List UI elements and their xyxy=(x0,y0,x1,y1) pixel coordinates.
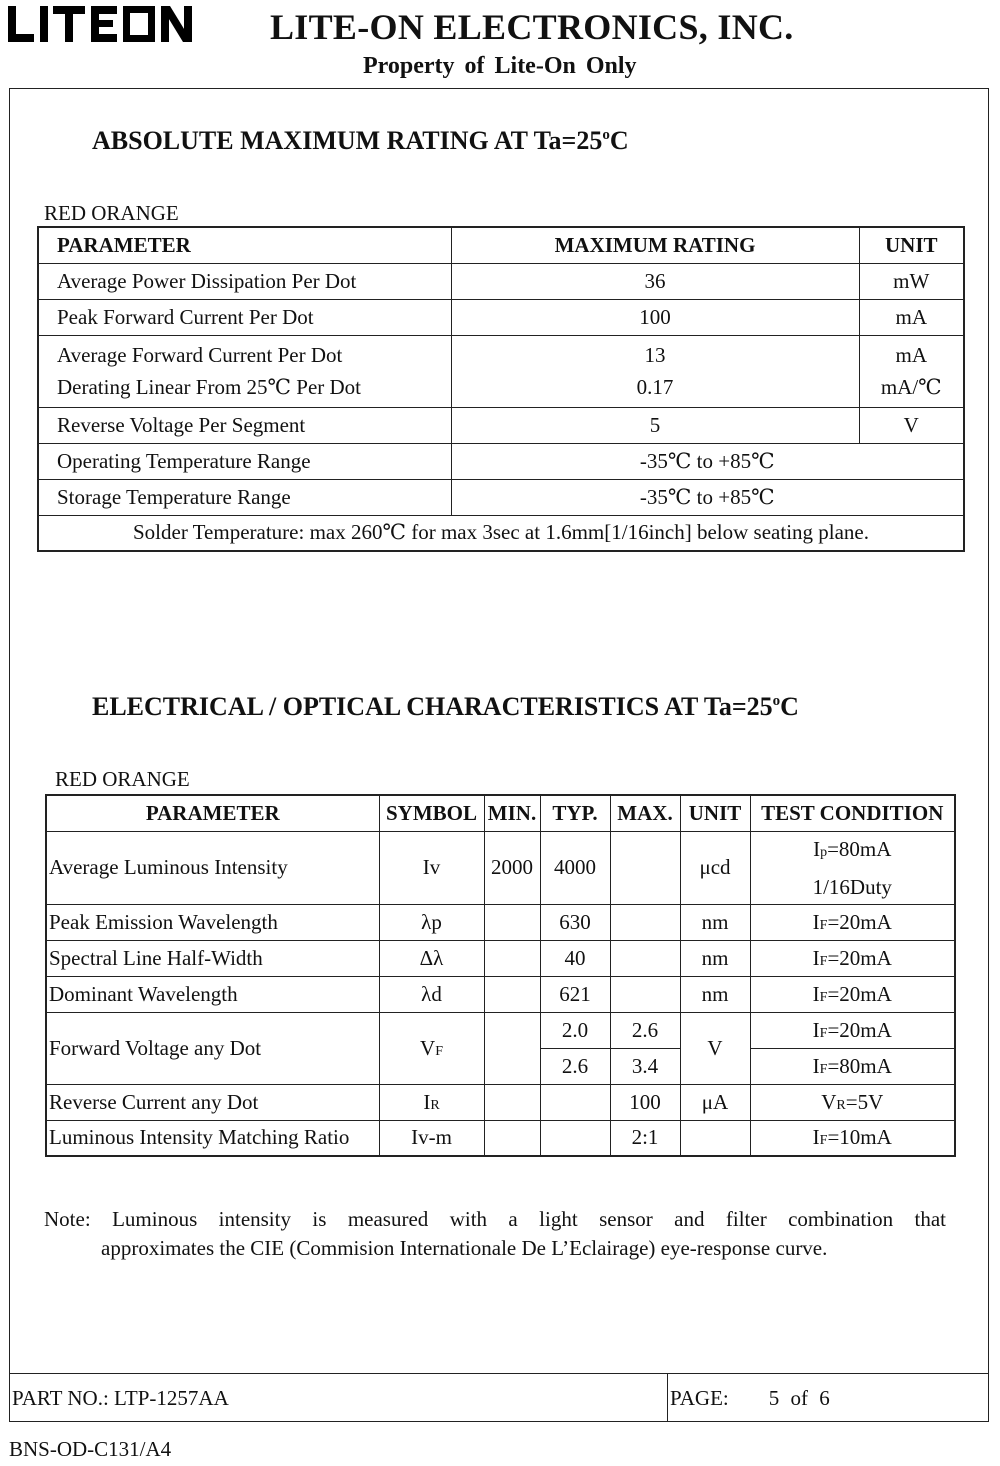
typ-cell: 2.0 xyxy=(540,1012,610,1048)
test-condition-cell: VR=5V xyxy=(750,1084,955,1120)
note-line: approximates the CIE (Commision Internationale De L’Eclairage) eye-response curve. xyxy=(101,1236,828,1260)
symbol-cell: Iv-m xyxy=(379,1120,484,1156)
liteon-logo xyxy=(8,4,194,44)
table-row xyxy=(46,1120,955,1156)
symbol-cell: λd xyxy=(379,976,484,1012)
unit-cell: V xyxy=(680,1012,750,1084)
typ-cell xyxy=(540,1084,610,1120)
electrical-table xyxy=(45,794,956,1157)
unit-cell: mW xyxy=(859,263,964,299)
parameter-line: Derating Linear From 25℃ Per Dot xyxy=(57,375,362,399)
company-name: LITE-ON ELECTRONICS, INC. xyxy=(270,7,794,47)
test-condition-cell xyxy=(750,831,955,904)
property-notice: Property of Lite-On Only xyxy=(363,53,637,79)
electrical-title: ELECTRICAL / OPTICAL CHARACTERISTICS AT $Ta=25^oC$ xyxy=(92,692,799,721)
unit-cell: V xyxy=(859,407,964,443)
rating-line: 13 xyxy=(644,343,666,367)
abs-max-table xyxy=(37,226,965,552)
min-cell xyxy=(484,976,540,1012)
rating-cell: 36 xyxy=(451,263,859,299)
parameter-cell: Dominant Wavelength xyxy=(46,976,379,1012)
unit-line: mA xyxy=(895,343,927,367)
min-cell: 2000 xyxy=(484,831,540,904)
symbol-cell: Iv xyxy=(379,831,484,904)
table-header-row xyxy=(46,795,955,831)
col-parameter: PARAMETER xyxy=(38,227,451,263)
unit-cell: mA xyxy=(859,299,964,335)
col-symbol: SYMBOL xyxy=(379,795,484,831)
table-row xyxy=(38,479,964,515)
unit-cell xyxy=(859,335,964,407)
abs-max-title: ABSOLUTE MAXIMUM RATING AT $Ta=25^oC$ xyxy=(92,126,629,155)
parameter-cell: Peak Emission Wavelength xyxy=(46,904,379,940)
col-max: MAX. xyxy=(610,795,680,831)
rating-cell: -35℃ to +85℃ xyxy=(451,443,964,479)
rating-line: 0.17 xyxy=(636,375,674,399)
rating-cell xyxy=(451,335,859,407)
table-row xyxy=(46,940,955,976)
table-row xyxy=(46,1012,955,1048)
max-cell: 3.4 xyxy=(610,1048,680,1084)
max-cell: 2:1 xyxy=(610,1120,680,1156)
table-row xyxy=(38,299,964,335)
rating-cell: 5 xyxy=(451,407,859,443)
unit-cell: μcd xyxy=(680,831,750,904)
unit-cell: nm xyxy=(680,976,750,1012)
min-cell xyxy=(484,1012,540,1084)
typ-cell: 4000 xyxy=(540,831,610,904)
rating-cell: 100 xyxy=(451,299,859,335)
typ-cell: 621 xyxy=(540,976,610,1012)
test-condition-cell: IF=80mA xyxy=(750,1048,955,1084)
col-parameter: PARAMETER xyxy=(46,795,379,831)
unit-cell: nm xyxy=(680,940,750,976)
test-condition-line: Ip=80mA xyxy=(813,836,892,861)
rating-cell: -35℃ to +85℃ xyxy=(451,479,964,515)
symbol-cell: VF xyxy=(379,1012,484,1084)
table-row xyxy=(38,335,964,407)
min-cell xyxy=(484,940,540,976)
typ-cell: 630 xyxy=(540,904,610,940)
unit-line: mA/℃ xyxy=(880,375,942,399)
test-condition-line: 1/16Duty xyxy=(812,874,892,899)
part-number: PART NO.: LTP-1257AA xyxy=(12,1386,229,1410)
test-condition-cell: IF=20mA xyxy=(750,940,955,976)
page-value: 5 of 6 xyxy=(768,1386,830,1410)
typ-cell: 40 xyxy=(540,940,610,976)
parameter-cell: Peak Forward Current Per Dot xyxy=(38,299,451,335)
test-condition-cell: IF=20mA xyxy=(750,904,955,940)
page-label: PAGE: xyxy=(670,1386,729,1410)
max-cell xyxy=(610,976,680,1012)
col-test-condition: TEST CONDITION xyxy=(750,795,955,831)
typ-cell: 2.6 xyxy=(540,1048,610,1084)
test-condition-cell: IF=10mA xyxy=(750,1120,955,1156)
test-condition-cell: IF=20mA xyxy=(750,976,955,1012)
table-row xyxy=(38,515,964,551)
parameter-cell: Operating Temperature Range xyxy=(38,443,451,479)
max-cell: 2.6 xyxy=(610,1012,680,1048)
unit-cell xyxy=(680,1120,750,1156)
solder-note: Solder Temperature: max 260℃ for max 3sec at 1.6mm[1/16inch] below seating plane. xyxy=(38,515,964,551)
col-unit: UNIT xyxy=(680,795,750,831)
parameter-cell: Storage Temperature Range xyxy=(38,479,451,515)
document-id: BNS-OD-C131/A4 xyxy=(9,1437,172,1461)
max-cell xyxy=(610,940,680,976)
abs-max-color-label: RED ORANGE xyxy=(44,201,179,225)
symbol-cell: Δλ xyxy=(379,940,484,976)
col-typ: TYP. xyxy=(540,795,610,831)
table-row xyxy=(46,831,955,904)
col-max-rating: MAXIMUM RATING xyxy=(451,227,859,263)
max-cell xyxy=(610,831,680,904)
table-row xyxy=(46,1084,955,1120)
typ-cell xyxy=(540,1120,610,1156)
symbol-cell: λp xyxy=(379,904,484,940)
footer-column-divider xyxy=(667,1373,668,1422)
parameter-cell: Forward Voltage any Dot xyxy=(46,1012,379,1084)
electrical-color-label: RED ORANGE xyxy=(55,767,190,791)
parameter-cell: Reverse Voltage Per Segment xyxy=(38,407,451,443)
parameter-cell: Luminous Intensity Matching Ratio xyxy=(46,1120,379,1156)
parameter-line: Average Forward Current Per Dot xyxy=(57,343,343,367)
parameter-cell: Average Luminous Intensity xyxy=(46,831,379,904)
table-row xyxy=(38,263,964,299)
parameter-cell: Reverse Current any Dot xyxy=(46,1084,379,1120)
footer-divider-line xyxy=(9,1373,989,1374)
min-cell xyxy=(484,904,540,940)
symbol-cell: IR xyxy=(379,1084,484,1120)
col-unit: UNIT xyxy=(859,227,964,263)
min-cell xyxy=(484,1084,540,1120)
parameter-cell: Average Power Dissipation Per Dot xyxy=(38,263,451,299)
table-row xyxy=(38,407,964,443)
min-cell xyxy=(484,1120,540,1156)
table-row xyxy=(46,976,955,1012)
max-cell: 100 xyxy=(610,1084,680,1120)
page-number xyxy=(670,1386,830,1411)
parameter-cell xyxy=(38,335,451,407)
table-row xyxy=(38,443,964,479)
unit-cell: nm xyxy=(680,904,750,940)
table-row xyxy=(46,904,955,940)
table-header-row xyxy=(38,227,964,263)
max-cell xyxy=(610,904,680,940)
unit-cell: μA xyxy=(680,1084,750,1120)
test-condition-cell: IF=20mA xyxy=(750,1012,955,1048)
measurement-note xyxy=(44,1205,946,1263)
parameter-cell: Spectral Line Half-Width xyxy=(46,940,379,976)
note-line: Note: Luminous intensity is measured with a light sensor and filter combination that xyxy=(44,1207,946,1231)
col-min: MIN. xyxy=(484,795,540,831)
